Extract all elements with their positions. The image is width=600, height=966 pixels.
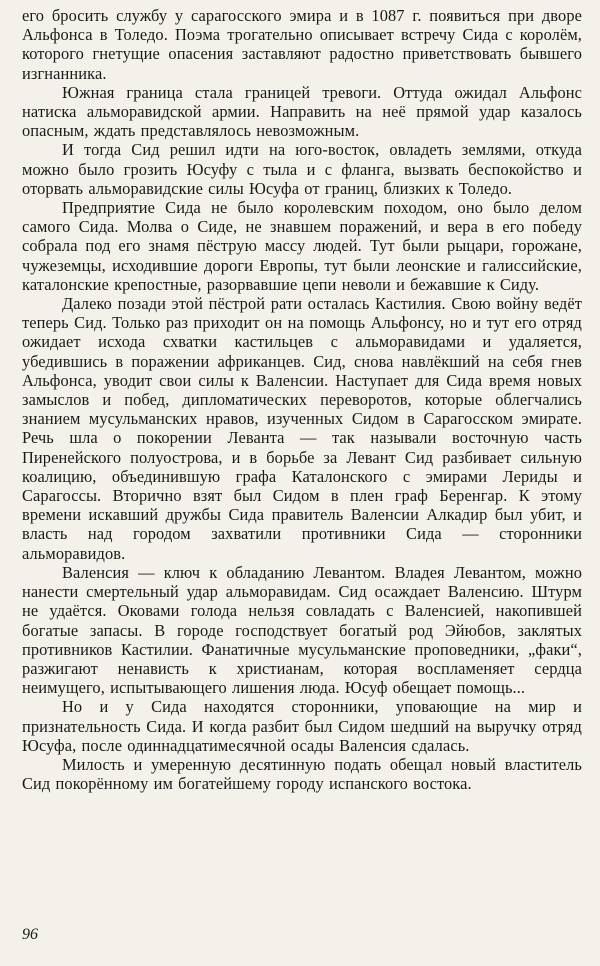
paragraph-5: Далеко позади этой пёстрой рати осталась Кастилия. Свою войну ведёт теперь Сид. Только раз приходит он на помощь Альфонсу, но и тут его отряд ожидает исхода схватки кастильцев с альморавидами и удаляется, убедившись в поражении африканцев. Сид, снова навлёкший на себя гнев Альфонса, уводит свои силы к Валенсии. Наступает для Сида время новых замыслов и побед, дипломатических переворотов, которые облегчались знанием мусульманских нравов, изученных Сидом в Сарагосском эмирате. Речь шла о покорении Леванта — так называли восточную часть Пиренейского полуострова, и в борьбе за Левант Сид разбивает сильную коалицию, объединившую графа Каталонского с эмирами Лериды и Сарагоссы. Вторично взят был Сидом в плен граф Беренгар. К этому времени искавший дружбы Сида правитель Валенсии Алкадир был убит, и власть над городом захватили противники Сида — сторонники альморавидов. [22, 294, 582, 563]
paragraph-6: Валенсия — ключ к обладанию Левантом. Владея Левантом, можно нанести смертельный удар альморавидам. Сид осаждает Валенсию. Штурм не удаётся. Оковами голода нельзя совладать с Валенсией, накопившей богатые запасы. В городе господствует богатый род Эйюбов, заклятых противников Кастилии. Фанатичные мусульманские проповедники, „факи“, разжигают ненависть к христианам, которая воспламеняет сердца неимущего, испытывающего лишения люда. Юсуф обещает помощь... [22, 562, 582, 698]
page-number: 96 [22, 926, 38, 943]
paragraph-3: И тогда Сид решил идти на юго-восток, овладеть землями, откуда можно было грозить Юсуфу с тыла и с фланга, вызвать беспокойство и оторвать альморавидские силы Юсуфа от границ, близких к Толедо. [22, 140, 582, 198]
paragraph-2: Южная граница стала границей тревоги. Оттуда ожидал Альфонс натиска альморавидской армии. Направить на неё прямой удар казалось опасным, ждать представлялось невозможным. [22, 82, 582, 141]
paragraph-8: Милость и умеренную десятинную подать обещал новый властитель Сид покорённому им богатейшему городу испанского востока. [22, 754, 582, 794]
text-column [22, 6, 582, 793]
book-page [22, 6, 582, 961]
paragraph-7: Но и у Сида находятся сторонники, уповающие на мир и признательность Сида. И когда разбит был Сидом шедший на выручку отряд Юсуфа, после одиннадцатимесячной осады Валенсия сдалась. [22, 697, 582, 755]
paragraph-1: его бросить службу у сарагосского эмира и в 1087 г. появиться при дворе Альфонса в Толедо. Поэма трогательно описывает встречу Сида с королём, которого гнетущие опасения заставляют радостно приветствовать бывшего изгнанника. [22, 6, 582, 83]
paragraph-4: Предприятие Сида не было королевским походом, оно было делом самого Сида. Молва о Сиде, не знавшем поражений, и вера в его победу собрала под его знамя пёструю массу людей. Тут были рыцари, горожане, чужеземцы, исходившие дороги Европы, тут были леонские и галиссийские, каталонские крепостные, разорвавшие цепи неволи и бежавшие к Сиду. [22, 198, 582, 294]
